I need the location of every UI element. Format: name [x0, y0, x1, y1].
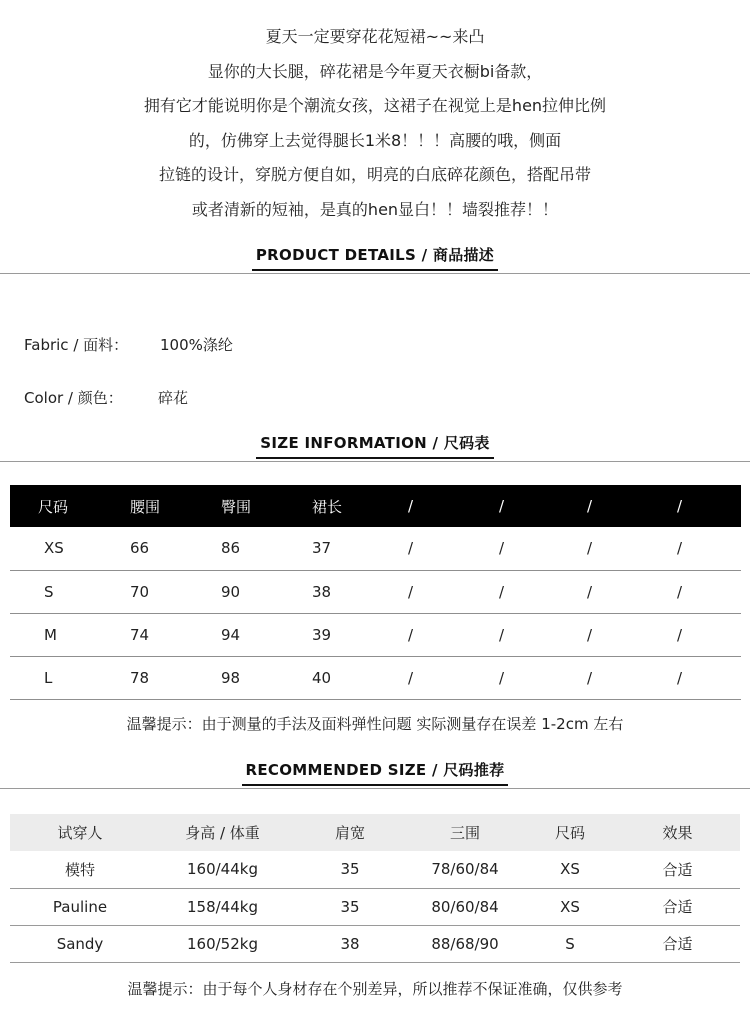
recommended-heading — [0, 760, 750, 786]
size-col-header: 裙长 — [282, 485, 374, 527]
fabric-label: Fabric / 面料： — [24, 336, 129, 354]
table-cell: / — [553, 527, 643, 570]
product-details-title: PRODUCT DETAILS / 商品描述 — [252, 245, 498, 271]
color-label: Color / 颜色： — [24, 389, 123, 407]
table-cell: / — [553, 613, 643, 656]
recommended-col-header: 身高 / 体重 — [150, 814, 295, 851]
recommended-col-header: 试穿人 — [10, 814, 150, 851]
recommended-col-header: 效果 — [615, 814, 740, 851]
table-cell: S — [525, 925, 615, 962]
recommended-col-header: 尺码 — [525, 814, 615, 851]
table-cell: XS — [525, 851, 615, 888]
table-cell: 98 — [191, 656, 282, 699]
table-cell: / — [643, 527, 741, 570]
intro-line: 显你的大长腿，碎花裙是今年夏天衣橱bi备款， — [207, 61, 543, 81]
recommended-table — [10, 814, 740, 963]
product-details-heading — [0, 245, 750, 271]
table-cell: 合适 — [615, 851, 740, 888]
table-cell: 74 — [100, 613, 191, 656]
intro-line: 拉链的设计，穿脱方便自如，明亮的白底碎花颜色，搭配吊带 — [158, 165, 591, 184]
table-row — [10, 656, 741, 699]
table-cell: / — [465, 570, 553, 613]
table-cell: / — [374, 656, 465, 699]
table-cell: / — [374, 570, 465, 613]
size-table-header — [10, 485, 741, 527]
intro-line: 的，仿佛穿上去觉得腿长1米8！！！高腰的哦，侧面 — [188, 130, 562, 150]
size-info-heading — [0, 433, 750, 459]
table-cell: / — [374, 613, 465, 656]
size-col-header: / — [553, 485, 643, 527]
table-cell: / — [553, 570, 643, 613]
recommended-col-header: 三围 — [405, 814, 525, 851]
table-cell: Sandy — [10, 925, 150, 962]
fabric-value: 100%涤纶 — [160, 336, 233, 354]
table-row — [10, 888, 740, 925]
recommended-table-header — [10, 814, 740, 851]
recommended-tip: 温馨提示：由于每个人身材存在个别差异，所以推荐不保证准确，仅供参考 — [127, 980, 623, 998]
divider — [0, 461, 750, 462]
size-info-title: SIZE INFORMATION / 尺码表 — [256, 433, 493, 459]
table-cell: 78/60/84 — [405, 851, 525, 888]
size-tip: 温馨提示：由于测量的手法及面料弹性问题 实际测量存在误差 1-2cm 左右 — [126, 715, 624, 733]
table-cell: XS — [10, 527, 100, 570]
intro-line: 夏天一定要穿花花短裙~~来凸 — [265, 27, 485, 46]
recommended-title: RECOMMENDED SIZE / 尺码推荐 — [242, 760, 509, 786]
table-cell: 37 — [282, 527, 374, 570]
table-cell: 90 — [191, 570, 282, 613]
table-row — [10, 527, 741, 570]
table-cell: XS — [525, 888, 615, 925]
size-col-header: / — [374, 485, 465, 527]
table-cell: / — [465, 527, 553, 570]
table-cell: / — [465, 656, 553, 699]
table-row — [10, 925, 740, 962]
size-col-header: 臀围 — [191, 485, 282, 527]
table-cell: 86 — [191, 527, 282, 570]
table-cell: / — [374, 527, 465, 570]
table-row — [10, 851, 740, 888]
table-cell: 40 — [282, 656, 374, 699]
table-cell: 88/68/90 — [405, 925, 525, 962]
table-cell: 35 — [295, 851, 405, 888]
table-cell: 80/60/84 — [405, 888, 525, 925]
intro-line: 或者清新的短袖，是真的hen显白！！墙裂推荐！！ — [191, 199, 559, 219]
size-table — [10, 485, 741, 700]
divider — [0, 273, 750, 274]
fabric-row — [24, 334, 233, 355]
table-cell: 160/44kg — [150, 851, 295, 888]
table-cell: M — [10, 613, 100, 656]
table-cell: 39 — [282, 613, 374, 656]
table-cell: 70 — [100, 570, 191, 613]
intro-line: 拥有它才能说明你是个潮流女孩，这裙子在视觉上是hen拉伸比例 — [143, 96, 607, 115]
table-cell: 38 — [295, 925, 405, 962]
table-cell: 35 — [295, 888, 405, 925]
table-cell: 66 — [100, 527, 191, 570]
table-cell: Pauline — [10, 888, 150, 925]
table-cell: / — [553, 656, 643, 699]
intro-text — [0, 20, 750, 227]
recommended-col-header: 肩宽 — [295, 814, 405, 851]
divider — [0, 788, 750, 789]
table-cell: / — [643, 656, 741, 699]
table-cell: / — [465, 613, 553, 656]
color-row — [24, 387, 188, 408]
color-value: 碎花 — [158, 389, 189, 407]
table-cell: / — [643, 613, 741, 656]
table-cell: 158/44kg — [150, 888, 295, 925]
table-cell: 合适 — [615, 925, 740, 962]
table-cell: 合适 — [615, 888, 740, 925]
table-cell: / — [643, 570, 741, 613]
table-row — [10, 613, 741, 656]
table-cell: 模特 — [10, 851, 150, 888]
table-cell: 94 — [191, 613, 282, 656]
table-cell: 38 — [282, 570, 374, 613]
size-col-header: 腰围 — [100, 485, 191, 527]
size-col-header: / — [643, 485, 741, 527]
size-col-header: 尺码 — [10, 485, 100, 527]
table-cell: L — [10, 656, 100, 699]
table-row — [10, 570, 741, 613]
table-cell: 160/52kg — [150, 925, 295, 962]
table-cell: 78 — [100, 656, 191, 699]
table-cell: S — [10, 570, 100, 613]
size-col-header: / — [465, 485, 553, 527]
